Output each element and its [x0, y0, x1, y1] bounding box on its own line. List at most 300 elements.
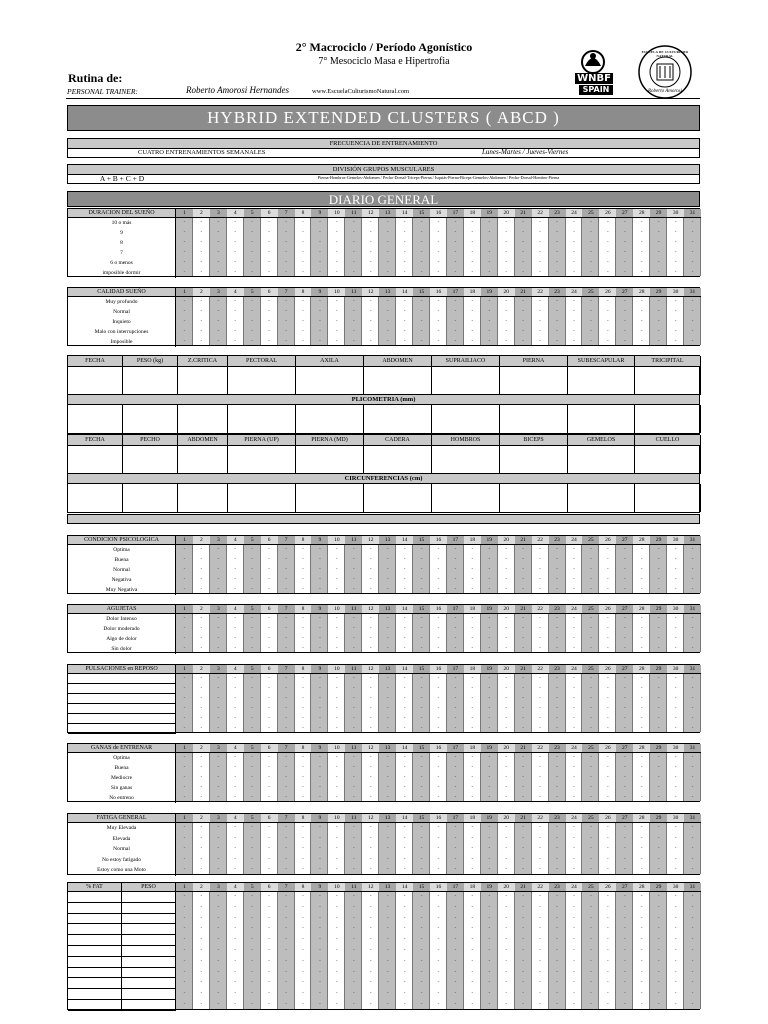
- day-cell[interactable]: -: [522, 250, 524, 255]
- day-cell[interactable]: -: [336, 991, 338, 997]
- day-cell[interactable]: -: [522, 926, 524, 932]
- day-cell[interactable]: -: [590, 937, 592, 943]
- day-cell[interactable]: -: [336, 309, 338, 314]
- day-cell[interactable]: -: [352, 835, 355, 841]
- day-cell[interactable]: -: [437, 339, 440, 344]
- day-cell[interactable]: -: [420, 969, 423, 975]
- day-cell[interactable]: -: [539, 785, 541, 790]
- day-cell[interactable]: -: [607, 894, 609, 899]
- day-cell[interactable]: -: [403, 587, 406, 592]
- day-cell[interactable]: -: [268, 795, 270, 800]
- day-cell[interactable]: -: [369, 835, 372, 841]
- day-cell[interactable]: -: [217, 587, 220, 592]
- day-cell[interactable]: -: [319, 646, 321, 651]
- day-cell[interactable]: -: [251, 319, 254, 324]
- day-cell[interactable]: -: [607, 726, 609, 731]
- day-cell[interactable]: -: [691, 904, 694, 910]
- day-cell[interactable]: -: [454, 775, 457, 780]
- day-cell[interactable]: -: [217, 1002, 220, 1007]
- day-cell[interactable]: -: [488, 894, 491, 899]
- day-cell[interactable]: -: [217, 765, 220, 770]
- day-cell[interactable]: -: [285, 894, 287, 899]
- day-cell[interactable]: -: [590, 646, 592, 651]
- day-cell[interactable]: -: [336, 577, 338, 582]
- day-cell[interactable]: -: [302, 937, 304, 943]
- day-cell[interactable]: -: [200, 846, 203, 851]
- day-cell[interactable]: -: [352, 846, 355, 851]
- day-cell[interactable]: -: [471, 948, 474, 953]
- day-cell[interactable]: -: [640, 329, 643, 334]
- day-cell[interactable]: -: [352, 577, 355, 582]
- day-cell[interactable]: -: [657, 339, 660, 344]
- day-cell[interactable]: -: [623, 785, 626, 790]
- day-cell[interactable]: -: [336, 795, 338, 800]
- day-cell[interactable]: -: [539, 765, 541, 770]
- day-cell[interactable]: -: [268, 646, 270, 651]
- day-cell[interactable]: -: [522, 856, 524, 862]
- day-cell[interactable]: -: [640, 991, 643, 997]
- day-cell[interactable]: -: [471, 775, 474, 780]
- day-cell[interactable]: -: [217, 319, 220, 324]
- day-cell[interactable]: -: [319, 706, 321, 711]
- day-cell[interactable]: -: [471, 626, 474, 631]
- day-cell[interactable]: -: [369, 775, 372, 780]
- day-cell[interactable]: -: [251, 616, 254, 621]
- day-cell[interactable]: -: [268, 319, 270, 324]
- peso-input-cell[interactable]: [122, 957, 176, 968]
- day-cell[interactable]: -: [420, 230, 423, 235]
- day-cell[interactable]: -: [403, 636, 406, 641]
- day-cell[interactable]: -: [285, 686, 287, 691]
- day-cell[interactable]: -: [403, 319, 406, 324]
- day-cell[interactable]: -: [369, 795, 372, 800]
- day-cell[interactable]: -: [623, 250, 626, 255]
- day-cell[interactable]: -: [217, 260, 220, 265]
- day-cell[interactable]: -: [623, 676, 626, 681]
- day-cell[interactable]: -: [251, 795, 254, 800]
- day-cell[interactable]: -: [590, 676, 592, 681]
- day-cell[interactable]: -: [285, 926, 287, 932]
- day-cell[interactable]: -: [691, 894, 694, 899]
- day-cell[interactable]: -: [454, 646, 457, 651]
- day-cell[interactable]: -: [302, 547, 304, 552]
- day-cell[interactable]: -: [234, 270, 237, 275]
- day-cell[interactable]: -: [183, 835, 186, 841]
- day-cell[interactable]: -: [217, 686, 220, 691]
- day-cell[interactable]: -: [522, 825, 524, 830]
- peso-input-cell[interactable]: [122, 978, 176, 989]
- day-cell[interactable]: -: [234, 775, 237, 780]
- day-cell[interactable]: -: [251, 567, 254, 572]
- measure-input-cell[interactable]: [296, 484, 364, 512]
- day-cell[interactable]: -: [369, 765, 372, 770]
- day-cell[interactable]: -: [369, 587, 372, 592]
- day-cell[interactable]: -: [285, 616, 287, 621]
- day-cell[interactable]: -: [573, 856, 575, 862]
- day-cell[interactable]: -: [336, 636, 338, 641]
- day-cell[interactable]: -: [607, 577, 609, 582]
- day-cell[interactable]: -: [268, 547, 270, 552]
- day-cell[interactable]: -: [183, 270, 186, 275]
- day-cell[interactable]: -: [454, 339, 457, 344]
- day-cell[interactable]: -: [522, 785, 524, 790]
- day-cell[interactable]: -: [539, 676, 541, 681]
- day-cell[interactable]: -: [505, 795, 508, 800]
- day-cell[interactable]: -: [640, 240, 643, 245]
- day-cell[interactable]: -: [590, 240, 592, 245]
- day-cell[interactable]: -: [657, 676, 660, 681]
- day-cell[interactable]: -: [217, 240, 220, 245]
- day-cell[interactable]: -: [183, 1002, 186, 1007]
- day-cell[interactable]: -: [488, 567, 491, 572]
- day-cell[interactable]: -: [200, 765, 203, 770]
- day-cell[interactable]: -: [657, 577, 660, 582]
- day-cell[interactable]: -: [522, 270, 524, 275]
- day-cell[interactable]: -: [369, 980, 372, 986]
- day-cell[interactable]: -: [556, 904, 558, 910]
- day-cell[interactable]: -: [691, 775, 694, 780]
- day-cell[interactable]: -: [336, 587, 338, 592]
- day-cell[interactable]: -: [454, 795, 457, 800]
- day-cell[interactable]: -: [403, 825, 406, 830]
- day-cell[interactable]: -: [691, 825, 694, 830]
- day-cell[interactable]: -: [437, 775, 440, 780]
- measure-input-cell[interactable]: [635, 367, 701, 395]
- day-cell[interactable]: -: [556, 775, 558, 780]
- day-cell[interactable]: -: [488, 547, 491, 552]
- day-cell[interactable]: -: [505, 969, 508, 975]
- day-cell[interactable]: -: [369, 937, 372, 943]
- day-cell[interactable]: -: [302, 587, 304, 592]
- day-cell[interactable]: -: [674, 626, 677, 631]
- day-cell[interactable]: -: [590, 825, 592, 830]
- day-cell[interactable]: -: [268, 260, 270, 265]
- day-cell[interactable]: -: [556, 676, 558, 681]
- day-cell[interactable]: -: [556, 991, 558, 997]
- day-cell[interactable]: -: [234, 835, 237, 841]
- day-cell[interactable]: -: [674, 339, 677, 344]
- day-cell[interactable]: -: [386, 795, 389, 800]
- day-cell[interactable]: -: [369, 856, 372, 862]
- day-cell[interactable]: -: [302, 958, 304, 964]
- day-cell[interactable]: -: [200, 319, 203, 324]
- day-cell[interactable]: -: [573, 991, 575, 997]
- day-cell[interactable]: -: [437, 250, 440, 255]
- day-cell[interactable]: -: [420, 926, 423, 932]
- day-cell[interactable]: -: [488, 937, 491, 943]
- day-cell[interactable]: -: [623, 696, 626, 701]
- day-cell[interactable]: -: [183, 696, 186, 701]
- day-cell[interactable]: -: [403, 785, 406, 790]
- day-cell[interactable]: -: [403, 846, 406, 851]
- day-cell[interactable]: -: [420, 904, 423, 910]
- day-cell[interactable]: -: [336, 716, 338, 721]
- day-cell[interactable]: -: [403, 626, 406, 631]
- day-cell[interactable]: -: [437, 706, 440, 711]
- day-cell[interactable]: -: [505, 686, 508, 691]
- day-cell[interactable]: -: [200, 894, 203, 899]
- day-cell[interactable]: -: [674, 319, 677, 324]
- day-cell[interactable]: -: [590, 980, 592, 986]
- day-cell[interactable]: -: [217, 646, 220, 651]
- day-cell[interactable]: -: [319, 915, 321, 921]
- day-cell[interactable]: -: [573, 1002, 575, 1007]
- day-cell[interactable]: -: [437, 937, 440, 943]
- day-cell[interactable]: -: [590, 1002, 592, 1007]
- day-cell[interactable]: -: [437, 240, 440, 245]
- day-cell[interactable]: -: [217, 557, 220, 562]
- day-cell[interactable]: -: [623, 969, 626, 975]
- day-cell[interactable]: -: [556, 646, 558, 651]
- day-cell[interactable]: -: [590, 309, 592, 314]
- day-cell[interactable]: -: [691, 587, 694, 592]
- day-cell[interactable]: -: [539, 547, 541, 552]
- day-cell[interactable]: -: [657, 755, 660, 760]
- day-cell[interactable]: -: [573, 220, 575, 225]
- day-cell[interactable]: -: [556, 969, 558, 975]
- day-cell[interactable]: -: [657, 775, 660, 780]
- day-cell[interactable]: -: [657, 1002, 660, 1007]
- day-cell[interactable]: -: [420, 260, 423, 265]
- day-cell[interactable]: -: [590, 706, 592, 711]
- day-cell[interactable]: -: [623, 856, 626, 862]
- day-cell[interactable]: -: [234, 230, 237, 235]
- day-cell[interactable]: -: [505, 706, 508, 711]
- day-cell[interactable]: -: [285, 676, 287, 681]
- day-cell[interactable]: -: [607, 980, 609, 986]
- day-cell[interactable]: -: [539, 329, 541, 334]
- day-cell[interactable]: -: [200, 825, 203, 830]
- day-cell[interactable]: -: [556, 636, 558, 641]
- day-cell[interactable]: -: [217, 616, 220, 621]
- day-cell[interactable]: -: [505, 696, 508, 701]
- day-cell[interactable]: -: [437, 785, 440, 790]
- day-cell[interactable]: -: [522, 220, 524, 225]
- day-cell[interactable]: -: [403, 980, 406, 986]
- day-cell[interactable]: -: [640, 785, 643, 790]
- day-cell[interactable]: -: [488, 319, 491, 324]
- day-cell[interactable]: -: [539, 1002, 541, 1007]
- day-cell[interactable]: -: [268, 587, 270, 592]
- day-cell[interactable]: -: [183, 894, 186, 899]
- day-cell[interactable]: -: [657, 240, 660, 245]
- measure-input-cell[interactable]: [635, 484, 701, 512]
- day-cell[interactable]: -: [369, 894, 372, 899]
- day-cell[interactable]: -: [437, 557, 440, 562]
- day-cell[interactable]: -: [336, 904, 338, 910]
- measure-input-cell[interactable]: [568, 484, 635, 512]
- day-cell[interactable]: -: [471, 636, 474, 641]
- day-cell[interactable]: -: [556, 567, 558, 572]
- day-cell[interactable]: -: [674, 636, 677, 641]
- day-cell[interactable]: -: [217, 785, 220, 790]
- day-cell[interactable]: -: [674, 825, 677, 830]
- day-cell[interactable]: -: [471, 765, 474, 770]
- day-cell[interactable]: -: [183, 646, 186, 651]
- day-cell[interactable]: -: [590, 230, 592, 235]
- day-cell[interactable]: -: [386, 867, 389, 872]
- day-cell[interactable]: -: [471, 319, 474, 324]
- day-cell[interactable]: -: [505, 948, 508, 953]
- day-cell[interactable]: -: [302, 676, 304, 681]
- day-cell[interactable]: -: [471, 696, 474, 701]
- day-cell[interactable]: -: [607, 240, 609, 245]
- day-cell[interactable]: -: [200, 299, 203, 304]
- day-cell[interactable]: -: [590, 260, 592, 265]
- day-cell[interactable]: -: [251, 937, 254, 943]
- day-cell[interactable]: -: [657, 567, 660, 572]
- day-cell[interactable]: -: [336, 937, 338, 943]
- day-cell[interactable]: -: [539, 835, 541, 841]
- day-cell[interactable]: -: [251, 309, 254, 314]
- day-cell[interactable]: -: [217, 948, 220, 953]
- day-cell[interactable]: -: [183, 636, 186, 641]
- day-cell[interactable]: -: [268, 557, 270, 562]
- day-cell[interactable]: -: [336, 1002, 338, 1007]
- day-cell[interactable]: -: [302, 260, 304, 265]
- day-cell[interactable]: -: [539, 636, 541, 641]
- day-cell[interactable]: -: [268, 904, 270, 910]
- day-cell[interactable]: -: [573, 587, 575, 592]
- day-cell[interactable]: -: [640, 894, 643, 899]
- day-cell[interactable]: -: [285, 1002, 287, 1007]
- day-cell[interactable]: -: [200, 686, 203, 691]
- day-cell[interactable]: -: [403, 220, 406, 225]
- day-cell[interactable]: -: [539, 937, 541, 943]
- day-cell[interactable]: -: [386, 846, 389, 851]
- day-cell[interactable]: -: [505, 547, 508, 552]
- day-cell[interactable]: -: [505, 980, 508, 986]
- day-cell[interactable]: -: [336, 220, 338, 225]
- day-cell[interactable]: -: [623, 795, 626, 800]
- day-cell[interactable]: -: [674, 795, 677, 800]
- day-cell[interactable]: -: [319, 220, 321, 225]
- day-cell[interactable]: -: [640, 636, 643, 641]
- day-cell[interactable]: -: [403, 835, 406, 841]
- day-cell[interactable]: -: [522, 686, 524, 691]
- day-cell[interactable]: -: [352, 894, 355, 899]
- day-cell[interactable]: -: [674, 260, 677, 265]
- day-cell[interactable]: -: [691, 636, 694, 641]
- day-cell[interactable]: -: [522, 616, 524, 621]
- day-cell[interactable]: -: [386, 329, 389, 334]
- day-cell[interactable]: -: [403, 915, 406, 921]
- day-cell[interactable]: -: [539, 626, 541, 631]
- day-cell[interactable]: -: [336, 969, 338, 975]
- day-cell[interactable]: -: [471, 260, 474, 265]
- day-cell[interactable]: -: [285, 846, 287, 851]
- day-cell[interactable]: -: [336, 319, 338, 324]
- day-cell[interactable]: -: [352, 616, 355, 621]
- day-cell[interactable]: -: [488, 904, 491, 910]
- day-cell[interactable]: -: [386, 926, 389, 932]
- day-cell[interactable]: -: [369, 547, 372, 552]
- day-cell[interactable]: -: [251, 557, 254, 562]
- pulse-input-cell[interactable]: [68, 684, 176, 694]
- day-cell[interactable]: -: [488, 260, 491, 265]
- day-cell[interactable]: -: [640, 937, 643, 943]
- day-cell[interactable]: -: [488, 616, 491, 621]
- day-cell[interactable]: -: [505, 557, 508, 562]
- day-cell[interactable]: -: [369, 867, 372, 872]
- day-cell[interactable]: -: [454, 567, 457, 572]
- day-cell[interactable]: -: [691, 270, 694, 275]
- day-cell[interactable]: -: [285, 980, 287, 986]
- day-cell[interactable]: -: [623, 636, 626, 641]
- day-cell[interactable]: -: [573, 686, 575, 691]
- day-cell[interactable]: -: [454, 706, 457, 711]
- day-cell[interactable]: -: [556, 250, 558, 255]
- day-cell[interactable]: -: [285, 636, 287, 641]
- day-cell[interactable]: -: [640, 1002, 643, 1007]
- day-cell[interactable]: -: [234, 856, 237, 862]
- day-cell[interactable]: -: [234, 260, 237, 265]
- day-cell[interactable]: -: [623, 1002, 626, 1007]
- day-cell[interactable]: -: [623, 646, 626, 651]
- day-cell[interactable]: -: [454, 937, 457, 943]
- day-cell[interactable]: -: [539, 557, 541, 562]
- day-cell[interactable]: -: [386, 587, 389, 592]
- day-cell[interactable]: -: [539, 616, 541, 621]
- day-cell[interactable]: -: [454, 616, 457, 621]
- day-cell[interactable]: -: [319, 937, 321, 943]
- day-cell[interactable]: -: [454, 785, 457, 790]
- day-cell[interactable]: -: [183, 765, 186, 770]
- day-cell[interactable]: -: [573, 329, 575, 334]
- measure-input-cell[interactable]: [568, 405, 635, 433]
- day-cell[interactable]: -: [471, 250, 474, 255]
- day-cell[interactable]: -: [674, 676, 677, 681]
- day-cell[interactable]: -: [590, 270, 592, 275]
- day-cell[interactable]: -: [607, 329, 609, 334]
- day-cell[interactable]: -: [285, 755, 287, 760]
- day-cell[interactable]: -: [505, 626, 508, 631]
- day-cell[interactable]: -: [573, 646, 575, 651]
- day-cell[interactable]: -: [285, 937, 287, 943]
- day-cell[interactable]: -: [556, 937, 558, 943]
- day-cell[interactable]: -: [302, 795, 304, 800]
- day-cell[interactable]: -: [437, 646, 440, 651]
- day-cell[interactable]: -: [556, 825, 558, 830]
- day-cell[interactable]: -: [319, 785, 321, 790]
- day-cell[interactable]: -: [573, 230, 575, 235]
- day-cell[interactable]: -: [556, 795, 558, 800]
- day-cell[interactable]: -: [539, 696, 541, 701]
- day-cell[interactable]: -: [403, 867, 406, 872]
- day-cell[interactable]: -: [420, 755, 423, 760]
- day-cell[interactable]: -: [285, 309, 287, 314]
- day-cell[interactable]: -: [691, 339, 694, 344]
- day-cell[interactable]: -: [539, 915, 541, 921]
- day-cell[interactable]: -: [336, 785, 338, 790]
- day-cell[interactable]: -: [251, 329, 254, 334]
- day-cell[interactable]: -: [285, 250, 287, 255]
- day-cell[interactable]: -: [691, 980, 694, 986]
- day-cell[interactable]: -: [336, 726, 338, 731]
- day-cell[interactable]: -: [200, 567, 203, 572]
- day-cell[interactable]: -: [437, 319, 440, 324]
- day-cell[interactable]: -: [183, 795, 186, 800]
- fat-input-cell[interactable]: [68, 946, 122, 957]
- day-cell[interactable]: -: [403, 706, 406, 711]
- day-cell[interactable]: -: [607, 991, 609, 997]
- measure-input-cell[interactable]: [68, 484, 123, 512]
- day-cell[interactable]: -: [336, 846, 338, 851]
- day-cell[interactable]: -: [471, 567, 474, 572]
- day-cell[interactable]: -: [657, 846, 660, 851]
- day-cell[interactable]: -: [285, 795, 287, 800]
- day-cell[interactable]: -: [386, 775, 389, 780]
